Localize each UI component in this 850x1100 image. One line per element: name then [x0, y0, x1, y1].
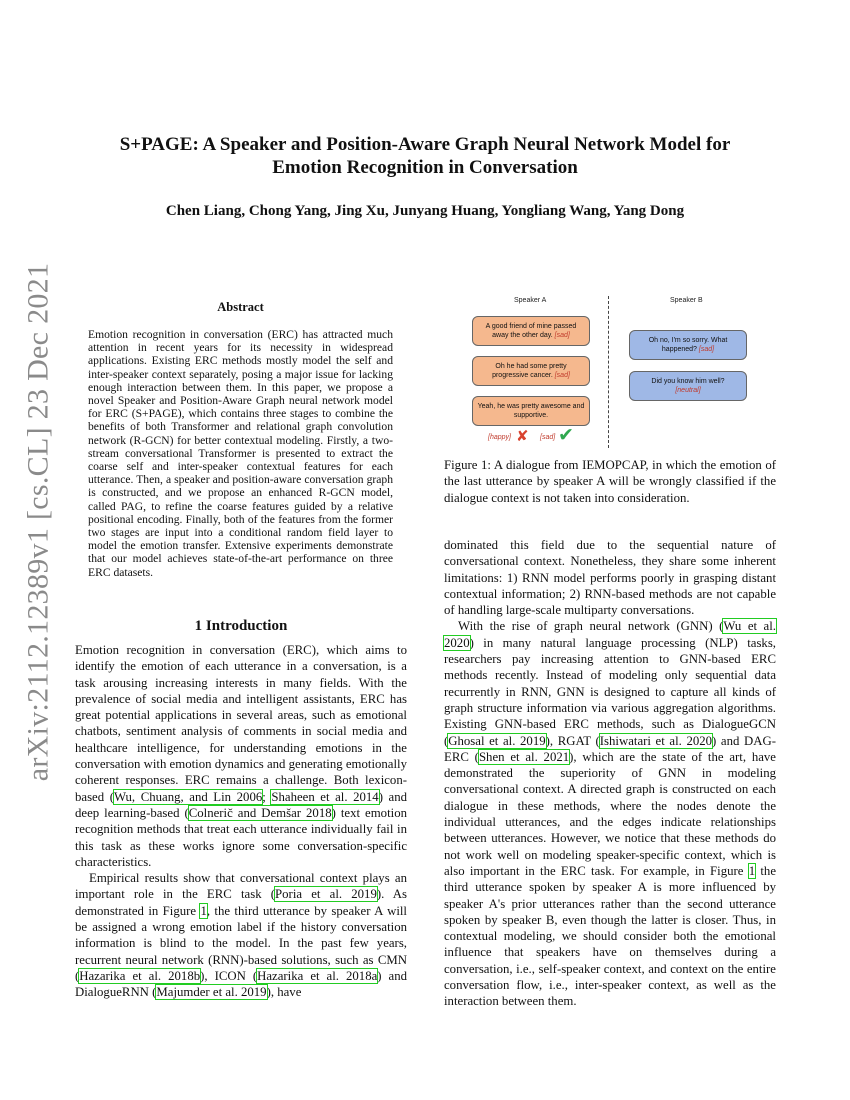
speaker-a-label: Speaker A: [514, 297, 547, 304]
figure-ref-link[interactable]: 1: [200, 903, 207, 918]
text-run: ), have: [266, 985, 302, 1000]
abstract-body: Emotion recognition in conversation (ERC) has attracted much attention in recent years for its necessity in widespread applications. Existing ERC methods mostly model the self and inter-speaker context separately, posing a major issue for lacking enough interaction between them. In this paper, we propose a novel Speaker and Position-Aware Graph neural network model for ERC (S+PAGE), which contains three stages to combine the benefits of both Transformer and relational graph convolution network (R-GCN) for better contextual modeling. Firstly, a two-stream conversational Transformer is presented to extract the coarse self and inter-speaker contextual features for each utterance. Then, a speaker and position-aware conversation graph is constructed, and we propose an enhanced R-GCN model, called PAG, to refine the coarse features guided by a relative positional encoding. Finally, both of the features from the former two stages are input into a conditional random field layer to model the emotion transfer. Extensive experiments demonstrate that our model achieves state-of-the-art performance on three ERC datasets.: [88, 328, 393, 579]
citation-link[interactable]: Hazarika et al. 2018b: [79, 968, 201, 983]
right-paragraph-2: [444, 618, 776, 1009]
text-run: ) and DialogueRNN (: [75, 968, 408, 1000]
figure-1-dialogue: [444, 292, 776, 452]
text-run: , the third utterance by speaker A will be assigned a wrong emotion label if the history conversation information is blind to the model. In the past few years, recurrent neural network (RNN)-based solutions, such as CMN (: [75, 903, 407, 983]
text-run: Empirical results show that conversational context plays an important role in the ERC task (: [75, 871, 407, 902]
citation-link[interactable]: Ghosal et al. 2019: [448, 733, 546, 748]
predicted-right-label: [sad]: [540, 434, 556, 441]
utterance-a1-content: [477, 322, 585, 340]
text-run: ) and deep learning-based (: [75, 789, 407, 820]
citation-link[interactable]: Majumder et al. 2019: [156, 985, 267, 1000]
utterance-b2: [629, 371, 747, 401]
utterance-text: Oh no, I'm so sorry. What happened?: [648, 337, 728, 353]
text-run: Emotion recognition in conversation (ERC), which aims to identify the emotion of each utterance in a conversation, is a task arousing increasing interests in many fields. With the prevalence of social media and intelligent assistants, ERC has great potential applications in several areas, such as emotional chatbots, sentiment analysis of comments in social media and healthcare intelligence, for understanding emotions in the conversation with emotion dynamics and generating emotionally coherent responses. ERC remains a challenge. Both lexicon-based (: [75, 643, 407, 804]
utterance-text: Did you know him well?: [651, 378, 725, 385]
title-line-1: S+PAGE: A Speaker and Position-Aware Graph Neural Network Model for: [119, 134, 731, 155]
text-run: ) and DAG-ERC (: [444, 733, 776, 764]
citation-link[interactable]: Colnerič and Demšar 2018: [188, 805, 332, 820]
citation-link[interactable]: Shen et al. 2021: [478, 749, 570, 764]
citation-link[interactable]: Wu, Chuang, and Lin 2006: [113, 789, 263, 804]
emotion-label: [neutral]: [675, 387, 701, 394]
utterance-a1: [472, 316, 590, 346]
predicted-wrong-label: [happy]: [488, 434, 511, 441]
emotion-label: [sad]: [698, 346, 715, 353]
left-column-text: [75, 642, 407, 1001]
utterance-a2-content: [477, 362, 585, 380]
emotion-label: [sad]: [554, 332, 570, 339]
citation-link[interactable]: Ishiwatari et al. 2020: [599, 733, 713, 748]
text-run: ) text emotion recognition methods that treat each utterance individually fail in this task as these works ignore some conversation-specific characteristics.: [75, 805, 407, 869]
section-heading-introduction: 1 Introduction: [194, 618, 288, 634]
text-run: ;: [262, 789, 272, 804]
utterance-text: A good friend of mine passed away the other day.: [485, 323, 577, 339]
cross-icon: ✘: [516, 427, 529, 445]
right-column-text: [444, 537, 776, 1010]
utterance-b1: [629, 330, 747, 360]
paper-title: [60, 133, 790, 179]
abstract-heading: Abstract: [217, 300, 264, 314]
intro-paragraph-2: [75, 870, 407, 1000]
citation-link[interactable]: Hazarika et al. 2018a: [257, 968, 378, 983]
speaker-b-label: Speaker B: [670, 297, 703, 304]
title-line-2: Emotion Recognition in Conversation: [272, 157, 578, 178]
text-run: ) in many natural language processing (NLP) tasks, researchers pay increasing attention to GNN-based ERC methods recently. Instead of modeling only sequential data recurrently in RNN, GNN is designed to capture all kinds of graph structure information via various aggregation algorithms. Existing GNN-based ERC methods, such as DialogueGCN (: [444, 635, 776, 748]
text-run: ), ICON (: [200, 968, 258, 983]
citation-link[interactable]: Poria et al. 2019: [275, 887, 377, 902]
emotion-label: [sad]: [554, 372, 570, 379]
text-run: ), which are the state of the art, have demonstrated the superiority of GNN in modeling conversational context. A directed graph is constructed on each dialogue in these methods, where the nodes denote the individual utterances, and the edges indicate relationships between utterances. However, we notice that these methods do not work well on modeling speaker-specific context, which is also important in the ERC task. For example, in Figure: [444, 749, 776, 878]
utterance-text: Oh he had some pretty progressive cancer.: [492, 363, 567, 379]
text-run: ), RGAT (: [545, 733, 600, 748]
utterance-b2-content: [651, 377, 724, 395]
intro-paragraph-1: [75, 642, 407, 870]
right-paragraph-1: dominated this field due to the sequential nature of conversational context. Nonetheless, they share some inherent limitations: 1) RNN model performs poorly in grasping distant contextual information; 2) RNN-based methods are not capable of handling large-scale multiparty conversations.: [444, 538, 776, 618]
text-run: the third utterance spoken by speaker A is more influenced by speaker A's prior utterances rather than the second utterance spoken by speaker B, even though the latter is closer. Thus, in contextual modeling, we should consider both the emotional influence that speakers have on themselves during a conversation, i.e., self-speaker context, and context on the entire conversation flow, i.e., inter-speaker context, as well as the interaction between them.: [444, 863, 776, 1009]
figure-ref-link[interactable]: 1: [748, 863, 756, 878]
author-list: Chen Liang, Chong Yang, Jing Xu, Junyang Huang, Yongliang Wang, Yang Dong: [165, 203, 685, 219]
speaker-divider: [608, 296, 609, 448]
utterance-text: Yeah, he was pretty awesome and supportive.: [477, 403, 585, 419]
arxiv-stamp: [16, 262, 60, 782]
citation-link[interactable]: Wu et al. 2020: [444, 619, 776, 650]
figure-1-caption: Figure 1: A dialogue from IEMOPCAP, in which the emotion of the last utterance by speaker A will be wrongly classified if the dialogue context is not taken into consideration.: [444, 458, 776, 505]
checkmark-icon: ✔: [558, 424, 574, 446]
citation-link[interactable]: Shaheen et al. 2014: [271, 789, 379, 804]
text-run: ). As demonstrated in Figure: [75, 887, 407, 918]
arxiv-stamp-text: arXiv:2112.12389v1 [cs.CL] 23 Dec 2021: [21, 262, 54, 782]
utterance-a2: [472, 356, 590, 386]
text-run: With the rise of graph neural network (GNN) (: [458, 619, 724, 634]
utterance-a3: [472, 396, 590, 426]
utterance-b1-content: [634, 336, 742, 354]
